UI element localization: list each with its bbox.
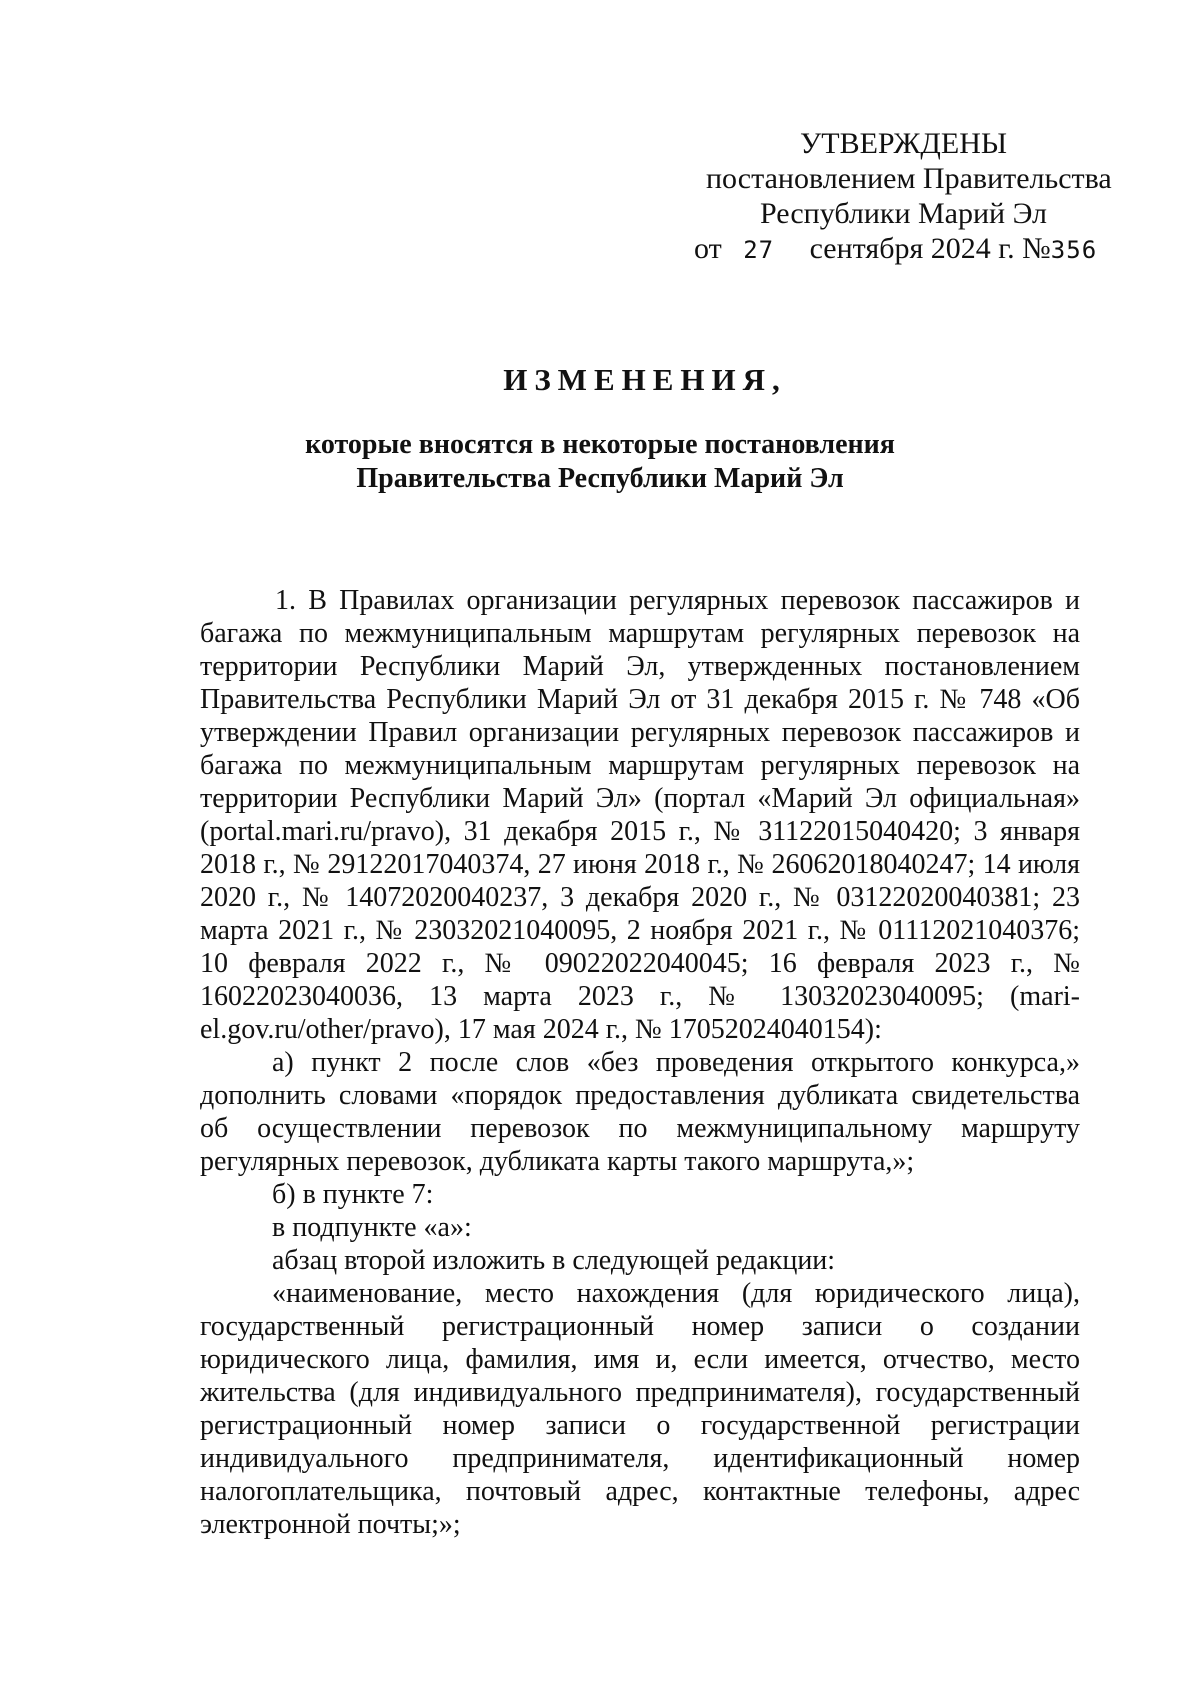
date-rest: сентября 2024 г. № (809, 232, 1051, 265)
paragraph-5: абзац второй изложить в следующей редакции: (272, 1245, 836, 1276)
paragraph-6: «наименование, место нахождения (для юридического лица), государственный регистрационный номер записи о создании юридического лица, фамилия, имя и, если имеется, отчество, место жительства (для индивидуального предпринимателя), государственный регистрационный номер записи о государственной регистрации индивидуального предпринимателя, идентификационный номер налогоплательщика, почтовый адрес, контактные телефоны, адрес электронной почты;»; (200, 1278, 1080, 1540)
date-day: 27 (743, 236, 775, 264)
approval-heading: УТВЕРЖДЕНЫ (800, 127, 1008, 160)
document-body (200, 584, 1080, 1541)
subtitle-line-2: Правительства Республики Марий Эл (356, 463, 844, 494)
approval-line-republic: Республики Марий Эл (760, 197, 1047, 230)
document-number: 356 (1050, 236, 1098, 264)
approval-stamp-block (690, 126, 1110, 268)
document-title: ИЗМЕНЕНИЯ, (503, 362, 787, 397)
paragraph-3: б) в пункте 7: (272, 1179, 434, 1210)
paragraph-2: а) пункт 2 после слов «без проведения открытого конкурса,» дополнить словами «порядок предоставления дубликата свидетельства об осуществлении перевозок по межмуниципальному маршруту регулярных перевозок, дубликата карты такого маршрута,»; (200, 1047, 1080, 1177)
approval-line-resolution: постановлением Правительства (706, 162, 1112, 195)
paragraph-4: в подпункте «а»: (272, 1212, 472, 1243)
date-prefix: от (694, 232, 722, 265)
paragraph-1: 1. В Правилах организации регулярных перевозок пассажиров и багажа по межмуниципальным маршрутам регулярных перевозок на территории Республики Марий Эл, утвержденных постановлением Правительства Республики Марий Эл от 31 декабря 2015 г. № 748 «Об утверждении Правил организации регулярных перевозок пассажиров и багажа по межмуниципальным маршрутам регулярных перевозок на территории Республики Марий Эл» (портал «Марий Эл официальная» (portal.mari.ru/pravo), 31 декабря 2015 г., № 31122015040420; 3 января 2018 г., № 29122017040374, 27 июня 2018 г., № 26062018040247; 14 июля 2020 г., № 14072020040237, 3 декабря 2020 г., № 03122020040381; 23 марта 2021 г., № 23032021040095, 2 ноября 2021 г., № 01112021040376; 10 февраля 2022 г., № 09022022040045; 16 февраля 2023 г., № 16022023040036, 13 марта 2023 г., № 13032023040095; (mari-el.gov.ru/other/pravo), 17 мая 2024 г., № 17052024040154): (200, 585, 1080, 1045)
subtitle-line-1: которые вносятся в некоторые постановления (305, 429, 895, 460)
document-subtitle (0, 428, 1200, 496)
approval-date-line (690, 231, 1110, 268)
